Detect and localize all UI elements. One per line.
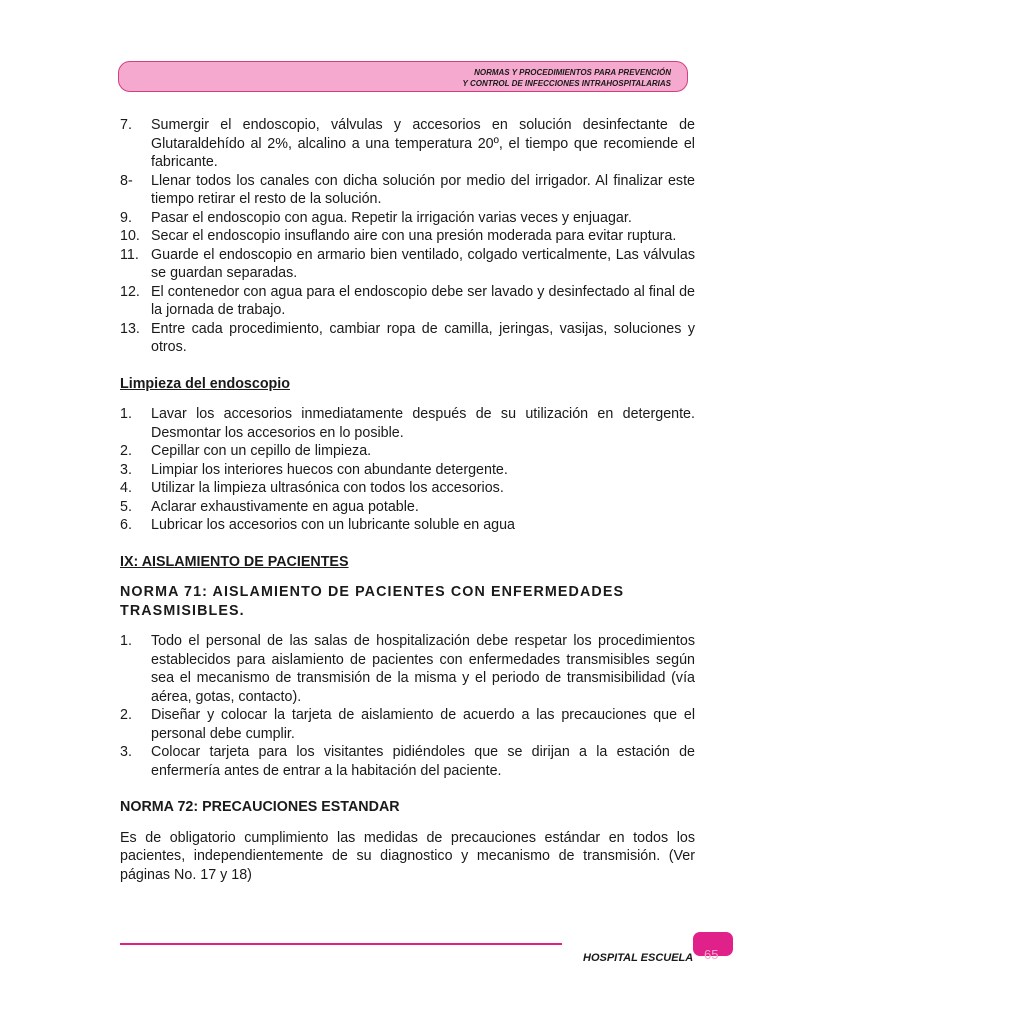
list-item [120, 320, 695, 357]
header-line-2: Y CONTROL DE INFECCIONES INTRAHOSPITALARIAS [462, 79, 671, 88]
item-text: Sumergir el endoscopio, válvulas y accesorios en solución desinfectante de Glutaraldehído al 2%, alcalino a una temperatura 20º, el tiempo que recomiende el fabricante. [151, 117, 695, 170]
list-item [120, 283, 695, 320]
header-title [463, 67, 671, 89]
item-text: Aclarar exhaustivamente en agua potable. [151, 498, 419, 515]
list-item [120, 405, 695, 442]
item-number: 4. [120, 480, 132, 496]
item-text: Colocar tarjeta para los visitantes pidiéndoles que se dirijan a la estación de enfermería antes de entrar a la habitación del paciente. [151, 744, 695, 779]
item-number: 5. [120, 498, 132, 515]
list-item [120, 498, 695, 517]
item-text: Lubricar los accesorios con un lubricante soluble en agua [151, 517, 515, 533]
norma-71-list [120, 632, 695, 780]
item-number: 8- [120, 172, 133, 189]
list-item [120, 227, 695, 246]
page-content [120, 116, 695, 884]
item-text: Limpiar los interiores huecos con abundante detergente. [151, 461, 508, 478]
list-item [120, 116, 695, 172]
cleaning-section-title: Limpieza del endoscopio [120, 375, 290, 392]
list-item [120, 246, 695, 283]
item-number: 11. [120, 246, 139, 263]
footer-divider [120, 943, 562, 945]
item-number: 1. [120, 406, 132, 422]
item-text: Guarde el endoscopio en armario bien ventilado, colgado verticalmente, Las válvulas se guardan separadas. [151, 246, 695, 281]
page-number: 65 [704, 947, 719, 962]
item-text: Entre cada procedimiento, cambiar ropa de camilla, jeringas, vasijas, soluciones y otros. [151, 320, 695, 355]
item-text: El contenedor con agua para el endoscopio debe ser lavado y desinfectado al final de la jornada de trabajo. [151, 283, 695, 318]
item-text: Utilizar la limpieza ultrasónica con todos los accesorios. [151, 480, 504, 496]
item-number: 6. [120, 517, 132, 533]
item-text: Todo el personal de las salas de hospitalización debe respetar los procedimientos establecidos para aislamiento de pacientes con enfermedades transmisibles según sea el mecanismo de transmisión de la misma y el periodo de transmisibilidad (vía aérea, gotas, contacto). [151, 633, 695, 705]
list-item [120, 632, 695, 706]
item-text: Secar el endoscopio insuflando aire con una presión moderada para evitar ruptura. [151, 228, 677, 244]
norma-71-title-line-1: NORMA 71: AISLAMIENTO DE PACIENTES CON ENFERMEDADES [120, 584, 625, 600]
item-text: Pasar el endoscopio con agua. Repetir la irrigación varias veces y enjuagar. [151, 209, 632, 226]
list-item [120, 706, 695, 743]
section-ix-title: IX: AISLAMIENTO DE PACIENTES [120, 553, 349, 570]
list-item [120, 743, 695, 780]
item-text: Cepillar con un cepillo de limpieza. [151, 443, 372, 459]
item-number: 1. [120, 633, 132, 649]
item-number: 2. [120, 707, 132, 723]
item-number: 13. [120, 320, 140, 337]
norma-72-paragraph: Es de obligatorio cumplimiento las medidas de precauciones estándar en todos los pacientes, independientemente de su diagnostico y mecanismo de transmisión. (Ver páginas No. 17 y 18) [120, 829, 695, 883]
norma-71-title [120, 583, 695, 620]
item-number: 3. [120, 744, 132, 760]
item-number: 7. [120, 117, 132, 133]
header-banner [118, 61, 688, 92]
item-text: Diseñar y colocar la tarjeta de aislamiento de acuerdo a las precauciones que el personal debe cumplir. [151, 707, 695, 742]
item-number: 2. [120, 443, 132, 459]
list-item [120, 461, 695, 480]
list-item [120, 209, 695, 228]
cleaning-list [120, 405, 695, 535]
list-item [120, 172, 695, 209]
list-item [120, 516, 695, 535]
item-text: Llenar todos los canales con dicha solución por medio del irrigador. Al finalizar este tiempo retirar el resto de la solución. [151, 172, 695, 207]
norma-71-title-line-2: TRASMISIBLES. [120, 602, 245, 619]
item-number: 10. [120, 228, 140, 244]
list-item [120, 479, 695, 498]
item-number: 9. [120, 209, 132, 226]
footer-label: HOSPITAL ESCUELA [583, 952, 694, 964]
steps-continued-list [120, 116, 695, 357]
item-number: 3. [120, 461, 132, 478]
item-text: Lavar los accesorios inmediatamente después de su utilización en detergente. Desmontar los accesorios en lo posible. [151, 406, 695, 441]
item-number: 12. [120, 283, 140, 300]
header-line-1: NORMAS Y PROCEDIMIENTOS PARA PREVENCIÓN [474, 68, 671, 77]
norma-72-title: NORMA 72: PRECAUCIONES ESTANDAR [120, 799, 400, 815]
list-item [120, 442, 695, 461]
